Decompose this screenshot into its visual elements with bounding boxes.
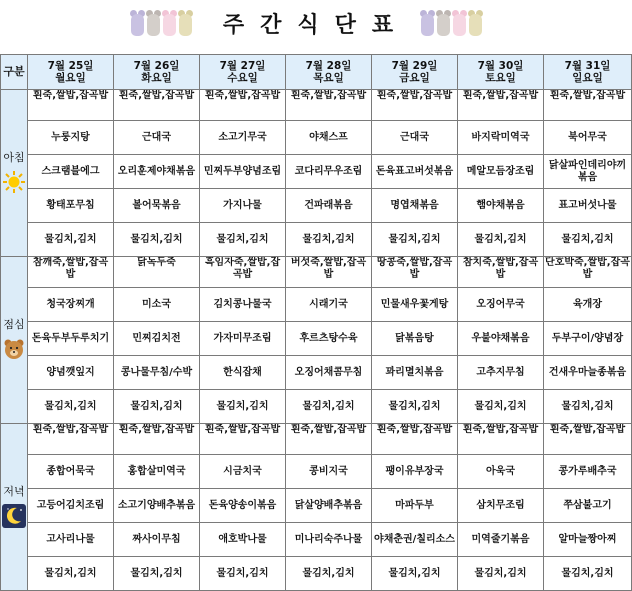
menu-cell: 가지나물 [200, 189, 286, 223]
day-header [372, 55, 458, 90]
menu-cell: 청국장찌개 [28, 288, 114, 322]
meal-label: 점심 [3, 318, 25, 331]
menu-cell: 오리훈제야채볶음 [114, 155, 200, 189]
menu-cell: 돈육양송이볶음 [200, 489, 286, 523]
mouse-icon [468, 10, 483, 38]
menu-cell: 미나리숙주나물 [286, 523, 372, 557]
menu-cell: 흰죽,쌀밥,잡곡밥 [458, 90, 544, 121]
menu-cell: 흰죽,쌀밥,잡곡밥 [544, 90, 632, 121]
moon-icon [2, 504, 26, 528]
menu-cell: 참치죽,쌀밥,잡곡밥 [458, 257, 544, 288]
day-date: 7월 31일 [564, 60, 611, 72]
menu-cell: 물김치,김치 [544, 390, 632, 424]
bear-icon [2, 337, 26, 361]
menu-row [1, 424, 632, 455]
menu-cell: 물김치,김치 [372, 557, 458, 591]
menu-cell: 닭볶음탕 [372, 322, 458, 356]
page-title: 주간식단표 [222, 13, 410, 38]
menu-cell: 땅콩죽,쌀밥,잡곡밥 [372, 257, 458, 288]
menu-cell: 민찌두부양념조림 [200, 155, 286, 189]
menu-cell: 짜사이무침 [114, 523, 200, 557]
page-header [0, 0, 632, 54]
menu-cell: 미역줄기볶음 [458, 523, 544, 557]
day-weekday: 일요일 [572, 72, 603, 84]
mouse-icon [452, 10, 467, 38]
menu-cell: 물김치,김치 [200, 223, 286, 257]
menu-row [1, 90, 632, 121]
menu-row [1, 523, 632, 557]
menu-cell: 야채춘권/칠리소스 [372, 523, 458, 557]
menu-cell: 물김치,김치 [200, 390, 286, 424]
mice-decoration-right [420, 10, 483, 38]
day-header [458, 55, 544, 90]
menu-row [1, 356, 632, 390]
menu-cell: 알마늘짱아찌 [544, 523, 632, 557]
menu-cell: 팽이유부장국 [372, 455, 458, 489]
menu-cell: 미소국 [114, 288, 200, 322]
menu-cell: 가자미무조림 [200, 322, 286, 356]
day-date: 7월 27일 [219, 60, 266, 72]
menu-cell: 닭녹두죽 [114, 257, 200, 288]
menu-cell: 닭살파인데리야끼볶음 [544, 155, 632, 189]
menu-cell: 버섯죽,쌀밥,잡곡밥 [286, 257, 372, 288]
menu-cell: 쭈삼불고기 [544, 489, 632, 523]
menu-cell: 흰죽,쌀밥,잡곡밥 [458, 424, 544, 455]
menu-cell: 우불야채볶음 [458, 322, 544, 356]
day-weekday: 월요일 [55, 72, 86, 84]
meal-label: 저녁 [3, 485, 25, 498]
menu-cell: 한식잡채 [200, 356, 286, 390]
menu-row [1, 557, 632, 591]
menu-cell: 두부구이/양념장 [544, 322, 632, 356]
menu-cell: 물김치,김치 [286, 223, 372, 257]
menu-cell: 물김치,김치 [114, 223, 200, 257]
menu-cell: 민물새우꽃게탕 [372, 288, 458, 322]
menu-row [1, 489, 632, 523]
menu-cell: 건파래볶음 [286, 189, 372, 223]
menu-row [1, 322, 632, 356]
menu-cell: 물김치,김치 [458, 223, 544, 257]
menu-cell: 물김치,김치 [458, 390, 544, 424]
day-header-row [1, 55, 632, 90]
mouse-icon [436, 10, 451, 38]
menu-cell: 흰죽,쌀밥,잡곡밥 [372, 90, 458, 121]
menu-cell: 메알모듬장조림 [458, 155, 544, 189]
menu-cell: 콩비지국 [286, 455, 372, 489]
menu-cell: 스크램블에그 [28, 155, 114, 189]
menu-cell: 흰죽,쌀밥,잡곡밥 [114, 90, 200, 121]
menu-cell: 물김치,김치 [28, 223, 114, 257]
day-weekday: 수요일 [227, 72, 258, 84]
day-header [200, 55, 286, 90]
day-date: 7월 29일 [391, 60, 438, 72]
menu-cell: 물김치,김치 [372, 390, 458, 424]
meal-label: 아침 [3, 151, 25, 164]
day-weekday: 화요일 [141, 72, 172, 84]
menu-cell: 육개장 [544, 288, 632, 322]
menu-cell: 물김치,김치 [458, 557, 544, 591]
menu-cell: 흑임자죽,쌀밥,잡곡밥 [200, 257, 286, 288]
menu-cell: 아욱국 [458, 455, 544, 489]
corner-label: 구분 [1, 55, 28, 90]
menu-cell: 김치콩나물국 [200, 288, 286, 322]
menu-cell: 꽈리멸치볶음 [372, 356, 458, 390]
menu-cell: 닭살양배추볶음 [286, 489, 372, 523]
menu-cell: 후르츠탕수육 [286, 322, 372, 356]
weekly-menu-table [0, 54, 632, 591]
menu-cell: 시래기국 [286, 288, 372, 322]
menu-row [1, 455, 632, 489]
menu-cell: 바지락미역국 [458, 121, 544, 155]
menu-cell: 근대국 [114, 121, 200, 155]
day-header [28, 55, 114, 90]
menu-cell: 물김치,김치 [286, 557, 372, 591]
menu-cell: 표고버섯나물 [544, 189, 632, 223]
menu-cell: 물김치,김치 [544, 223, 632, 257]
menu-cell: 오징어무국 [458, 288, 544, 322]
menu-cell: 물김치,김치 [114, 390, 200, 424]
menu-cell: 물김치,김치 [372, 223, 458, 257]
mouse-icon [420, 10, 435, 38]
day-weekday: 금요일 [399, 72, 430, 84]
menu-cell: 참깨죽,쌀밥,잡곡밥 [28, 257, 114, 288]
menu-cell: 삼치무조림 [458, 489, 544, 523]
meal-label-cell [1, 257, 28, 424]
menu-cell: 단호박죽,쌀밥,잡곡밥 [544, 257, 632, 288]
menu-cell: 마파두부 [372, 489, 458, 523]
sun-icon [2, 170, 26, 194]
menu-cell: 흰죽,쌀밥,잡곡밥 [372, 424, 458, 455]
menu-row [1, 121, 632, 155]
menu-cell: 돈육표고버섯볶음 [372, 155, 458, 189]
meal-label-cell [1, 424, 28, 591]
menu-cell: 황태포무침 [28, 189, 114, 223]
menu-cell: 흰죽,쌀밥,잡곡밥 [286, 90, 372, 121]
menu-cell: 물김치,김치 [286, 390, 372, 424]
menu-row [1, 257, 632, 288]
menu-cell: 물김치,김치 [200, 557, 286, 591]
menu-cell: 코다리무우조림 [286, 155, 372, 189]
menu-cell: 고등어김치조림 [28, 489, 114, 523]
day-header [114, 55, 200, 90]
menu-cell: 흰죽,쌀밥,잡곡밥 [200, 90, 286, 121]
menu-cell: 물김치,김치 [28, 390, 114, 424]
menu-cell: 흰죽,쌀밥,잡곡밥 [28, 424, 114, 455]
menu-cell: 흰죽,쌀밥,잡곡밥 [544, 424, 632, 455]
menu-cell: 명엽채볶음 [372, 189, 458, 223]
menu-cell: 흰죽,쌀밥,잡곡밥 [28, 90, 114, 121]
menu-cell: 민찌김치전 [114, 322, 200, 356]
menu-cell: 물김치,김치 [544, 557, 632, 591]
menu-cell: 소고기양배추볶음 [114, 489, 200, 523]
day-date: 7월 30일 [477, 60, 524, 72]
menu-cell: 고추지무침 [458, 356, 544, 390]
menu-cell: 종합어묵국 [28, 455, 114, 489]
menu-cell: 북어무국 [544, 121, 632, 155]
menu-row [1, 223, 632, 257]
menu-cell: 소고기무국 [200, 121, 286, 155]
menu-cell: 건새우마늘종볶음 [544, 356, 632, 390]
menu-cell: 콩나물무침/수박 [114, 356, 200, 390]
day-weekday: 목요일 [313, 72, 344, 84]
menu-cell: 햄야채볶음 [458, 189, 544, 223]
day-header [544, 55, 632, 90]
menu-row [1, 155, 632, 189]
menu-row [1, 288, 632, 322]
meal-label-cell [1, 90, 28, 257]
day-date: 7월 25일 [47, 60, 94, 72]
menu-row [1, 390, 632, 424]
menu-cell: 양념깻잎지 [28, 356, 114, 390]
menu-cell: 흰죽,쌀밥,잡곡밥 [200, 424, 286, 455]
menu-cell: 흰죽,쌀밥,잡곡밥 [286, 424, 372, 455]
menu-cell: 야채스프 [286, 121, 372, 155]
menu-cell: 돈육두부두루치기 [28, 322, 114, 356]
menu-cell: 고사리나물 [28, 523, 114, 557]
menu-cell: 물김치,김치 [114, 557, 200, 591]
day-date: 7월 26일 [133, 60, 180, 72]
menu-cell: 애호박나물 [200, 523, 286, 557]
day-header [286, 55, 372, 90]
menu-cell: 볼어묵볶음 [114, 189, 200, 223]
menu-cell: 홍합살미역국 [114, 455, 200, 489]
menu-cell: 누룽지탕 [28, 121, 114, 155]
menu-cell: 오징어채콤무침 [286, 356, 372, 390]
day-weekday: 토요일 [485, 72, 516, 84]
menu-cell: 시금치국 [200, 455, 286, 489]
menu-cell: 흰죽,쌀밥,잡곡밥 [114, 424, 200, 455]
menu-cell: 콩가루배추국 [544, 455, 632, 489]
menu-row [1, 189, 632, 223]
menu-cell: 근대국 [372, 121, 458, 155]
menu-cell: 물김치,김치 [28, 557, 114, 591]
day-date: 7월 28일 [305, 60, 352, 72]
